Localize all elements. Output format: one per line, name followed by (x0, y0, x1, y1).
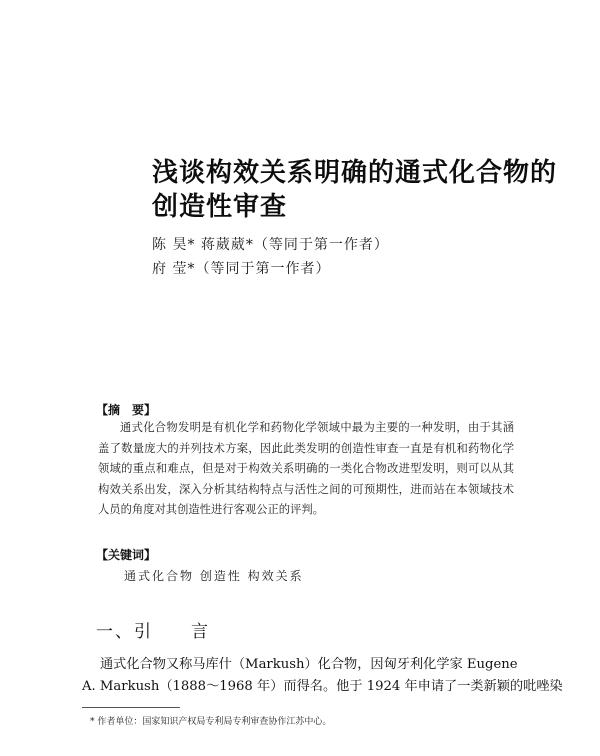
abstract-text: 通式化合物发明是有机化学和药物化学领域中最为主要的一种发明，由于其涵盖了数量庞大的并列技术方案，因此此类发明的创造性审查一直是有机和药物化学领域的重点和难点，但是对于构效关系明确的一类化合物改进型发明，则可以从其构效关系出发，深入分析其结构特点与活性之间的可预期性，进而站在本领域技术人员的角度对其创造性进行客观公正的评判。 (98, 421, 514, 516)
intro-paragraph-line-2: A. Markush（1888～1968 年）而得名。他于 1924 年申请了一类新颖的吡唑染 (82, 679, 563, 694)
author-line-2: 府 莹*（等同于第一作者） (152, 261, 331, 277)
paper-title-line-1: 浅谈构效关系明确的通式化合物的 (152, 158, 558, 188)
footnote-divider (82, 707, 180, 708)
footnote-affiliation: * 作者单位：国家知识产权局专利局专利审查协作江苏中心。 (90, 717, 332, 727)
paper-title-line-2: 创造性审查 (152, 192, 288, 222)
author-line-1: 陈 昊* 蒋葳葳*（等同于第一作者） (152, 237, 389, 253)
keywords-text: 通式化合物 创造性 构效关系 (124, 569, 304, 583)
intro-paragraph-line-1: 通式化合物又称马库什（Markush）化合物，因匈牙利化学家 Eugene (100, 657, 518, 672)
section-heading-introduction: 一、引 言 (96, 622, 210, 642)
abstract-label: 【摘 要】 (96, 403, 157, 417)
keywords-label: 【关键词】 (96, 548, 157, 562)
